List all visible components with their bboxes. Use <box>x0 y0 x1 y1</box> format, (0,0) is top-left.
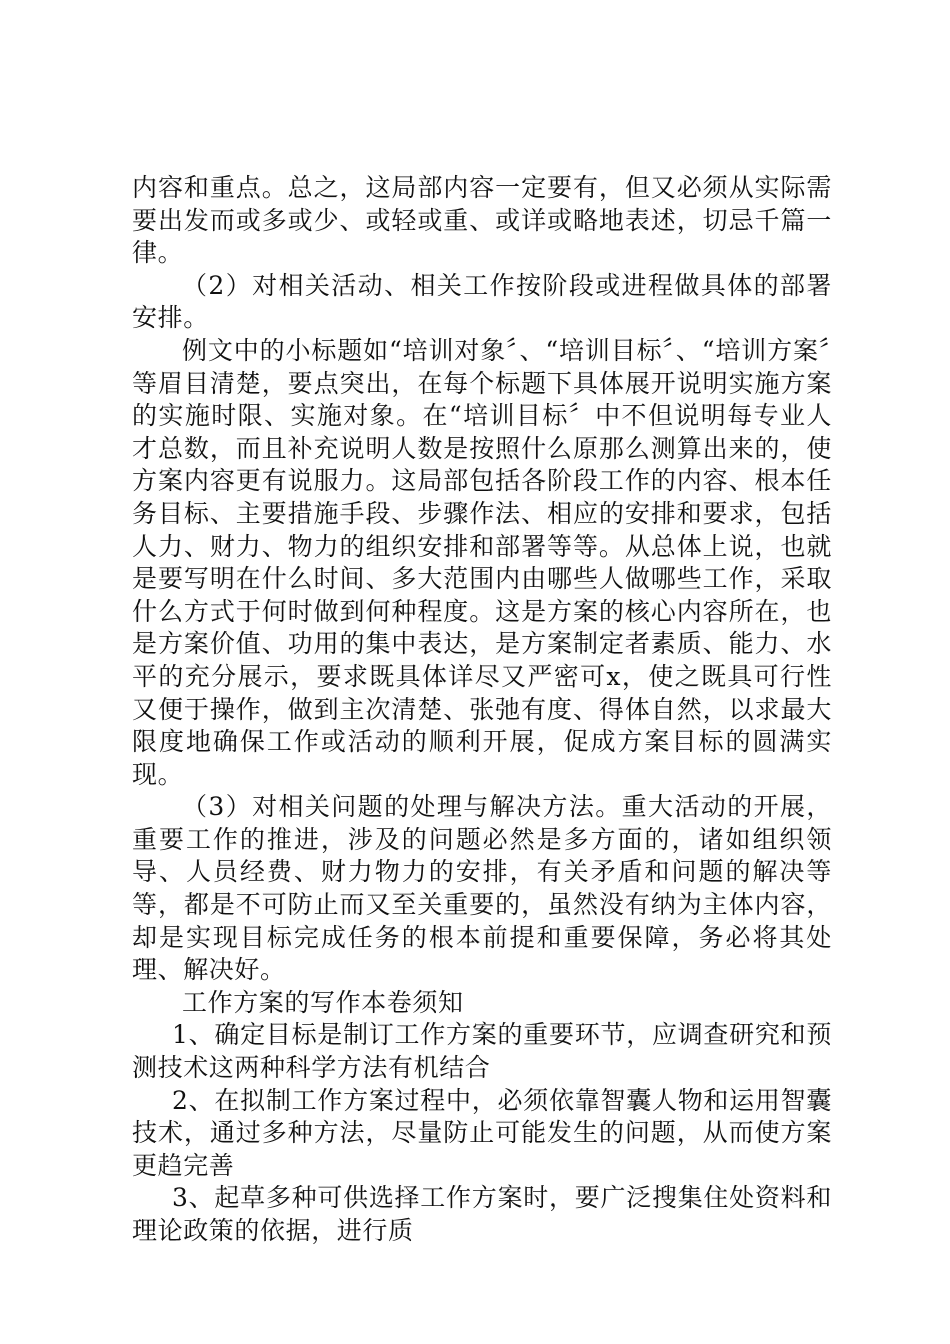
paragraph-continuation: 内容和重点。总之，这局部内容一定要有，但又必须从实际需要出发而或多或少、或轻或重、或详或略地表述，切忌千篇一律。 <box>132 173 832 268</box>
paragraph-example: 例文中的小标题如“培训对象〞、“培训目标〞、“培训方案〞等眉目清楚，要点突出，在每个标题下具体展开说明实施方案的实施时限、实施对象。在“培训目标〞中不但说明每专业人才总数，而且补充说明人数是按照什么原那么测算出来的，使方案内容更有说服力。这局部包括各阶段工作的内容、根本任务目标、主要措施手段、步骤作法、相应的安排和要求，包括人力、财力、物力的组织安排和部署等等。从总体上说，也就是要写明在什么时间、多大范围内由哪些人做哪些工作，采取什么方式于何时做到何种程度。这是方案的核心内容所在，也是方案价值、功用的集中表达，是方案制定者素质、能力、水平的充分展示，要求既具体详尽又严密可x，使之既具可行性又便于操作，做到主次清楚、张弛有度、得体自然，以求最大限度地确保工作或活动的顺利开展，促成方案目标的圆满实现。 <box>132 335 832 789</box>
section-heading: 工作方案的写作本卷须知 <box>182 987 464 1017</box>
paragraph-item-3: （3）对相关问题的处理与解决方法。重大活动的开展，重要工作的推进，涉及的问题必然是多方面的，诸如组织领导、人员经费、财力物力的安排，有关矛盾和问题的解决等等，都是不可防止而又至关重要的，虽然没有纳为主体内容，却是实现目标完成任务的根本前提和重要保障，务必将其处理、解决好。 <box>132 792 832 985</box>
paragraph-item-2: （2）对相关活动、相关工作按阶段或进程做具体的部署安排。 <box>132 270 832 333</box>
paragraph-note-2: 2、在拟制工作方案过程中，必须依靠智囊人物和运用智囊技术，通过多种方法，尽量防止可能发生的问题，从而使方案更趋完善 <box>132 1085 832 1180</box>
paragraph-note-3: 3、起草多种可供选择工作方案时，要广泛搜集住处资料和理论政策的依据，进行质 <box>132 1183 832 1245</box>
paragraph-note-1: 1、确定目标是制订工作方案的重要环节，应调查研究和预测技术这两种科学方法有机结合 <box>132 1020 832 1083</box>
document-body <box>132 172 832 1248</box>
